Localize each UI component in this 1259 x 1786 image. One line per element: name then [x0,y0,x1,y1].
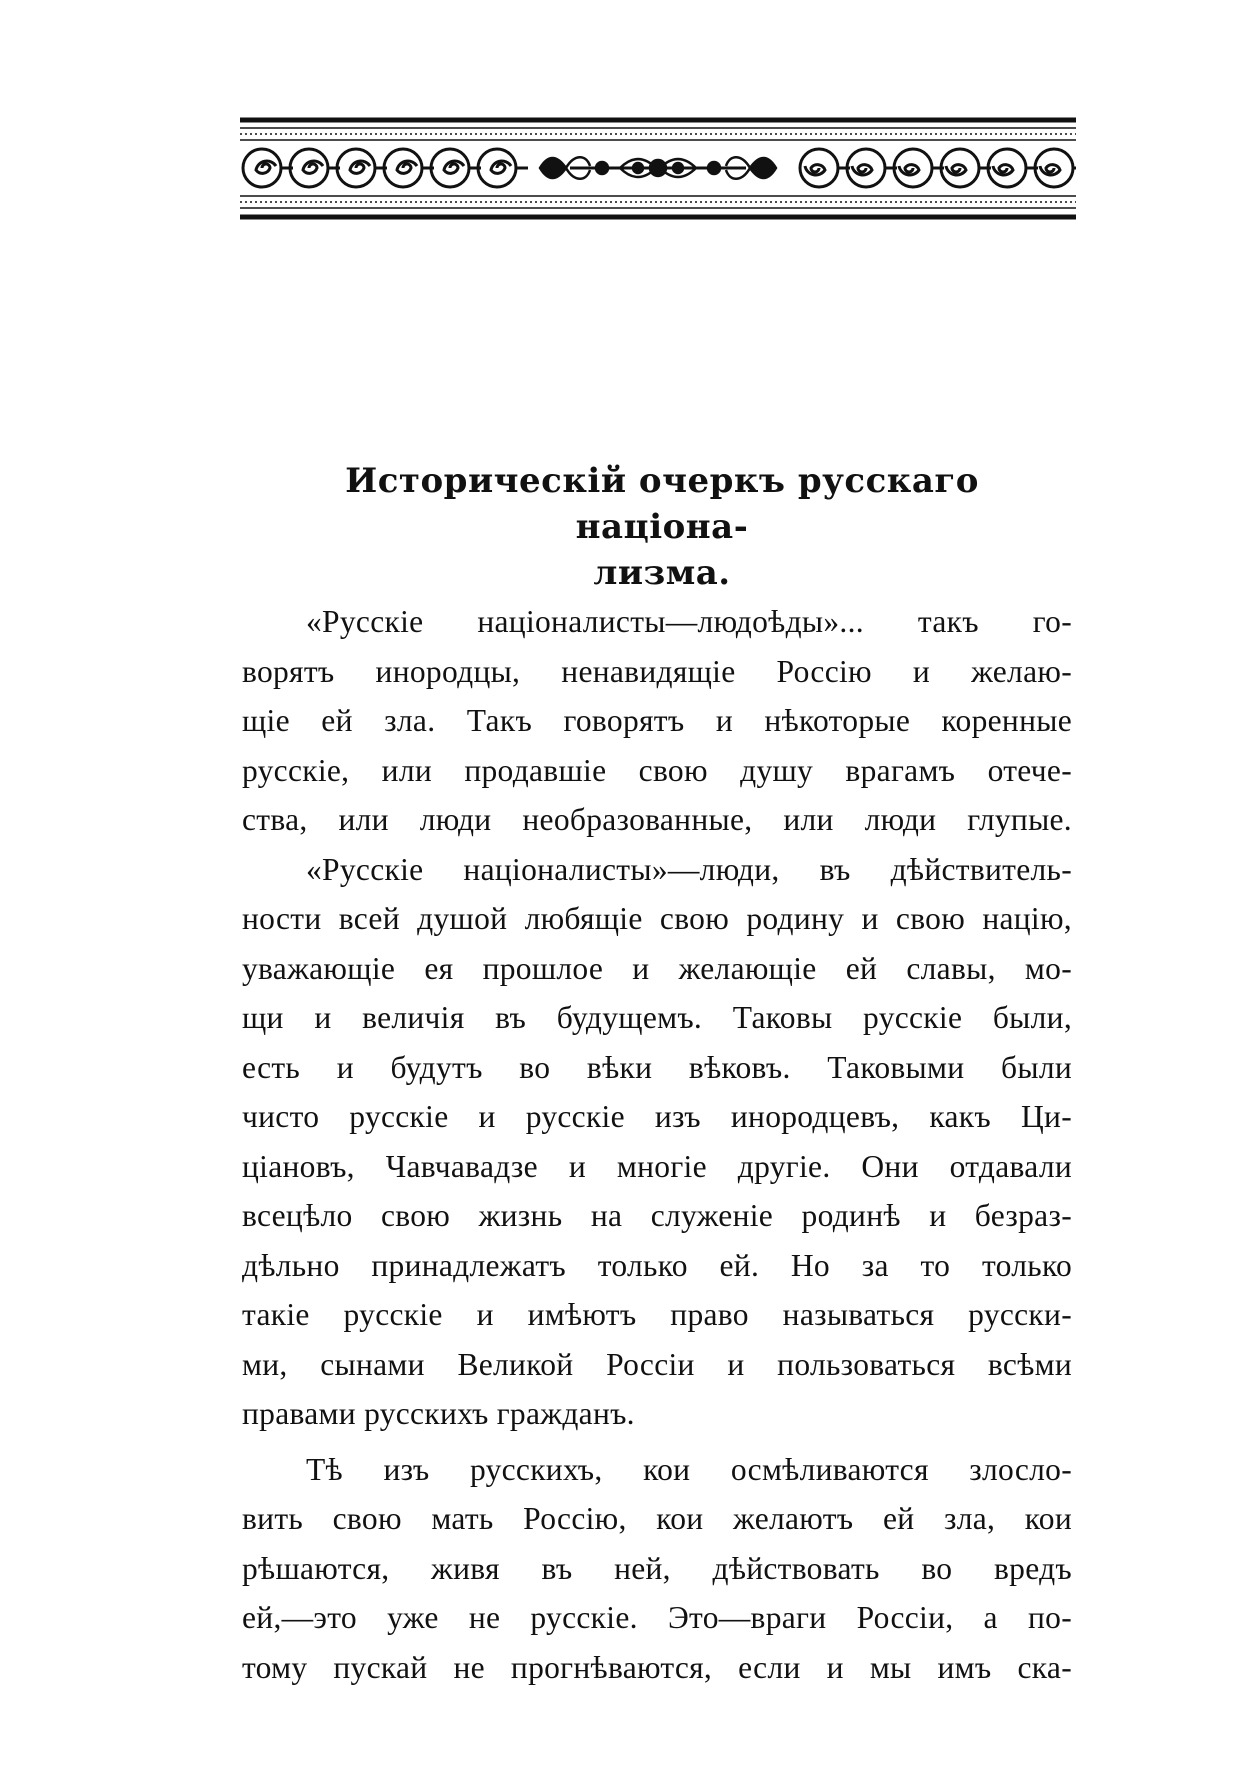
spiral-scroll-icon [847,149,897,187]
ornament-bottom-rules [240,196,1076,217]
text-line: ства, или люди необразованные, или люди глупые. [242,802,1072,837]
spiral-scroll-icon [941,149,991,187]
spiral-scroll-icon [894,149,944,187]
spiral-scroll-icon [988,149,1038,187]
paragraph-3 [242,1445,1072,1693]
ornament-spirals-left [243,149,528,187]
text-line: дѣльно принадлежатъ только ей. Но за то только [242,1247,1072,1283]
text-line: уважающiе ея прошлое и желающiе ей славы, мо- [242,950,1072,986]
text-line: «Русскiе нацiоналисты»—люди, въ дѣйствитель- [306,851,1072,887]
text-line: ворятъ инородцы, ненавидящiе Россiю и желаю- [242,653,1072,689]
chapter-title-line-2: лизма. [593,553,731,593]
text-line: русскiе, или продавшiе свою душу врагамъ отече- [242,752,1072,788]
paragraph-2 [242,845,1072,1439]
text-line: такiе русскiе и имѣютъ право называться русски- [242,1297,1072,1332]
text-line: рѣшаются, живя въ ней, дѣйствовать во вредъ [242,1550,1072,1586]
paragraph-1 [242,597,1072,845]
text-line: вить свою мать Россiю, кои желаютъ ей зла, кои [242,1501,1072,1536]
spiral-scroll-icon [800,149,850,187]
ornament-spirals-right [800,149,1076,187]
text-line: есть и будутъ во вѣки вѣковъ. Таковыми были [242,1049,1072,1085]
chapter-title [262,458,1062,596]
text-line: цiановъ, Чавчавадзе и многiе другiе. Они отдавали [242,1148,1072,1184]
text-line: Тѣ изъ русскихъ, кои осмѣливаются злосло- [306,1451,1072,1487]
ornament-top-rules [240,120,1076,140]
spiral-scroll-icon [478,149,528,187]
decorative-ornament-band [240,117,1076,222]
chapter-title-line-1: Историческiй очеркъ русскаго нацiона- [345,461,979,547]
text-line: «Русскiе нацiоналисты—людоѣды»... такъ го- [306,604,1072,639]
spiral-scroll-icon [337,149,387,187]
text-line: щи и величiя въ будущемъ. Таковы русскiе были, [242,1000,1072,1035]
spiral-scroll-icon [243,149,293,187]
spiral-scroll-icon [1035,149,1076,187]
ornament-center-motif [540,157,776,179]
text-line: ей,—это уже не русскiе. Это—враги Россiи, а по- [242,1600,1072,1635]
text-line: чисто русскiе и русскiе изъ инородцевъ, какъ Ци- [242,1099,1072,1134]
spiral-scroll-icon [290,149,340,187]
spiral-scroll-icon [384,149,434,187]
text-line: тому пускай не прогнѣваются, если и мы имъ ска- [242,1649,1072,1685]
text-line: всецѣло свою жизнь на служенiе родинѣ и безраз- [242,1198,1072,1233]
body-text [242,597,1072,1692]
spiral-scroll-icon [431,149,481,187]
text-line: щiе ей зла. Такъ говорятъ и нѣкоторые коренные [242,703,1072,738]
text-line: ми, сынами Великой Россiи и пользоваться всѣми [242,1346,1072,1382]
text-line: правами русскихъ гражданъ. [242,1396,635,1431]
text-line: ности всей душой любящiе свою родину и свою нацiю, [242,901,1072,936]
